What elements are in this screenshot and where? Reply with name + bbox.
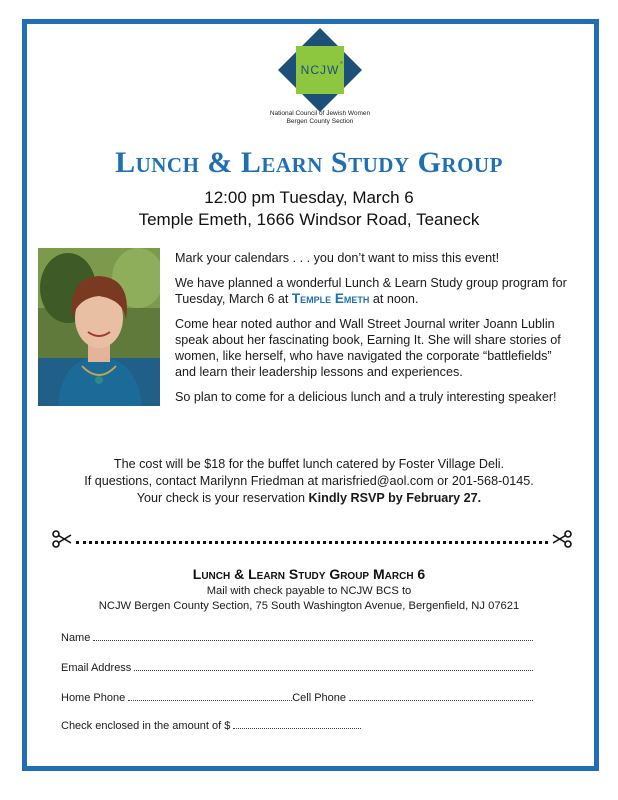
name-label: Name — [61, 632, 91, 644]
event-time: 12:00 pm Tuesday, March 6 — [204, 188, 414, 207]
svg-text:®: ® — [340, 60, 343, 65]
event-location: Temple Emeth, 1666 Windsor Road, Teaneck — [138, 210, 480, 229]
program-text-end: at noon. — [369, 292, 419, 306]
paragraph-intro: Mark your calendars . . . you don’t want to miss this event! — [175, 251, 500, 265]
paragraph-speaker: Come hear noted author and Wall Street Journal writer Joann Lublin speak about her fascinating book, Earning It. She will share stories of women, like herself, who have navigated the corporate “battlefields” and learn their leadership lessons and experiences. — [175, 317, 561, 379]
cell-phone-blank[interactable] — [349, 700, 533, 701]
event-title: Lunch & Learn Study Group — [115, 146, 503, 179]
home-phone-blank[interactable] — [128, 700, 292, 701]
org-name — [230, 110, 410, 126]
speaker-photo — [38, 248, 160, 406]
paragraph-program — [175, 275, 575, 307]
paragraph-closing: So plan to come for a delicious lunch and a truly interesting speaker! — [175, 390, 557, 404]
check-field[interactable] — [61, 720, 361, 732]
rsvp-deadline: Kindly RSVP by February 27. — [308, 491, 482, 505]
email-field[interactable] — [61, 662, 533, 674]
check-amount-blank[interactable] — [233, 728, 361, 729]
home-phone-label: Home Phone — [61, 692, 126, 704]
event-description — [175, 250, 575, 414]
phone-fields — [61, 692, 533, 704]
name-field[interactable] — [61, 632, 533, 644]
org-line-1: National Council of Jewish Women — [269, 110, 371, 117]
event-when — [0, 187, 618, 231]
dotted-cut-line — [76, 541, 548, 544]
cost-info — [0, 456, 618, 507]
check-label: Check enclosed in the amount of $ — [61, 720, 231, 732]
cut-line — [52, 528, 572, 550]
contact-line: If questions, contact Marilynn Friedman at marisfried@aol.com or 201-568-0145. — [84, 474, 534, 488]
svg-text:NCJW: NCJW — [300, 63, 340, 77]
venue-highlight: Temple Emeth — [291, 291, 370, 306]
org-line-2: Bergen County Section — [286, 118, 354, 125]
rsvp-line — [0, 490, 618, 507]
email-blank[interactable] — [134, 670, 533, 671]
scissors-icon — [552, 530, 572, 548]
cost-line: The cost will be $18 for the buffet lunch catered by Foster Village Deli. — [113, 457, 505, 471]
name-blank[interactable] — [93, 640, 533, 641]
mail-instructions — [0, 584, 618, 614]
mail-line-2: NCJW Bergen County Section, 75 South Washington Avenue, Bergenfield, NJ 07621 — [98, 600, 520, 612]
cell-phone-label: Cell Phone — [292, 692, 347, 704]
rsvp-text: Your check is your reservation — [136, 491, 309, 505]
form-title: Lunch & Learn Study Group March 6 — [192, 566, 426, 582]
scissors-icon — [52, 530, 72, 548]
mail-line-1: Mail with check payable to NCJW BCS to — [206, 585, 412, 597]
email-label: Email Address — [61, 662, 132, 674]
program-text: We have planned a wonderful Lunch & Learn Study group program for Tuesday, March 6 at — [175, 276, 567, 306]
ncjw-logo — [278, 28, 362, 112]
